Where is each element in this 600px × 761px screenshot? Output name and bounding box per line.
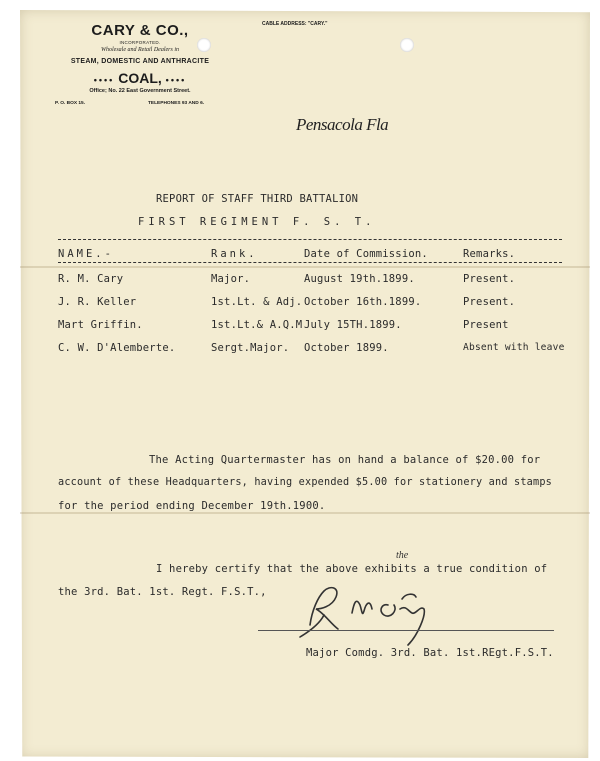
products-line: STEAM, DOMESTIC AND ANTHRACITE (70, 58, 210, 65)
table-row-remarks: Absent with leave (463, 342, 565, 353)
header-date: Date of Commission. (304, 248, 428, 260)
table-row-rank: Sergt.Major. (211, 342, 290, 354)
table-row-remarks: Present. (463, 273, 516, 285)
signature-stroke (310, 588, 338, 629)
table-row-name: Mart Griffin. (58, 319, 143, 331)
signature-stroke (381, 605, 395, 616)
table-row-name: C. W. D'Alemberte. (58, 342, 176, 354)
table-row-rank: 1st.Lt.& A.Q.M (211, 319, 303, 331)
certify-line-2: the 3rd. Bat. 1st. Regt. F.S.T., (58, 586, 267, 598)
report-subtitle: FIRST REGIMENT F. S. T. (138, 216, 376, 228)
telephones: TELEPHONES 93 AND 6. (148, 101, 205, 106)
table-row-date: October 16th.1899. (304, 296, 422, 308)
report-title: REPORT OF STAFF THIRD BATTALION (156, 193, 359, 205)
header-remarks: Remarks. (463, 248, 516, 260)
table-row-name: R. M. Cary (58, 273, 124, 285)
po-box: P. O. BOX 15. (55, 101, 86, 106)
paragraph-line-3: for the period ending December 19th.1900. (58, 500, 326, 512)
signature-stroke (400, 608, 424, 645)
header-rule-bottom (58, 262, 562, 263)
signature-stroke (352, 601, 372, 613)
dealers-line: Wholesale and Retail Dealers in (101, 47, 179, 53)
header-rank: Rank. (211, 248, 258, 260)
paragraph-line-2: account of these Headquarters, having expended $5.00 for stationery and stamps (58, 477, 553, 488)
signature-rule (258, 630, 554, 631)
table-row-date: July 15TH.1899. (304, 319, 402, 331)
handwritten-signature (290, 575, 450, 650)
incorporated-label: INCORPORATED. (119, 40, 161, 45)
punch-hole (400, 38, 414, 52)
signature-stroke (402, 594, 416, 599)
table-row-date: August 19th.1899. (304, 273, 415, 285)
cable-address: CABLE ADDRESS: "CARY." (262, 21, 328, 27)
table-row-date: October 1899. (304, 342, 389, 354)
header-rule-top (58, 239, 562, 240)
signature-stroke (300, 615, 324, 637)
office-line: Office; No. 22 East Government Street. (89, 88, 191, 94)
table-row-name: J. R. Keller (58, 296, 137, 308)
table-row-rank: Major. (211, 273, 251, 285)
certify-line-1: I hereby certify that the above exhibits a true condition of (156, 563, 548, 575)
company-name: CARY & CO., (91, 22, 189, 39)
table-row-remarks: Present (463, 319, 509, 331)
paragraph-line-1: The Acting Quartermaster has on hand a balance of $20.00 for (149, 454, 541, 466)
table-row-rank: 1st.Lt. & Adj. (211, 296, 303, 308)
paper-fold-line (20, 266, 590, 268)
table-row-remarks: Present. (463, 296, 516, 308)
coal-word: COAL, (118, 70, 162, 86)
signature-title: Major Comdg. 3rd. Bat. 1st.REgt.F.S.T. (306, 647, 554, 659)
header-name: NAME.- (58, 248, 114, 260)
coal-heading: •••• COAL, •••• (93, 70, 187, 86)
paper-fold-line (20, 512, 590, 514)
place-script: Pensacola Fla (296, 115, 389, 134)
handwritten-insertion: the (396, 550, 409, 561)
